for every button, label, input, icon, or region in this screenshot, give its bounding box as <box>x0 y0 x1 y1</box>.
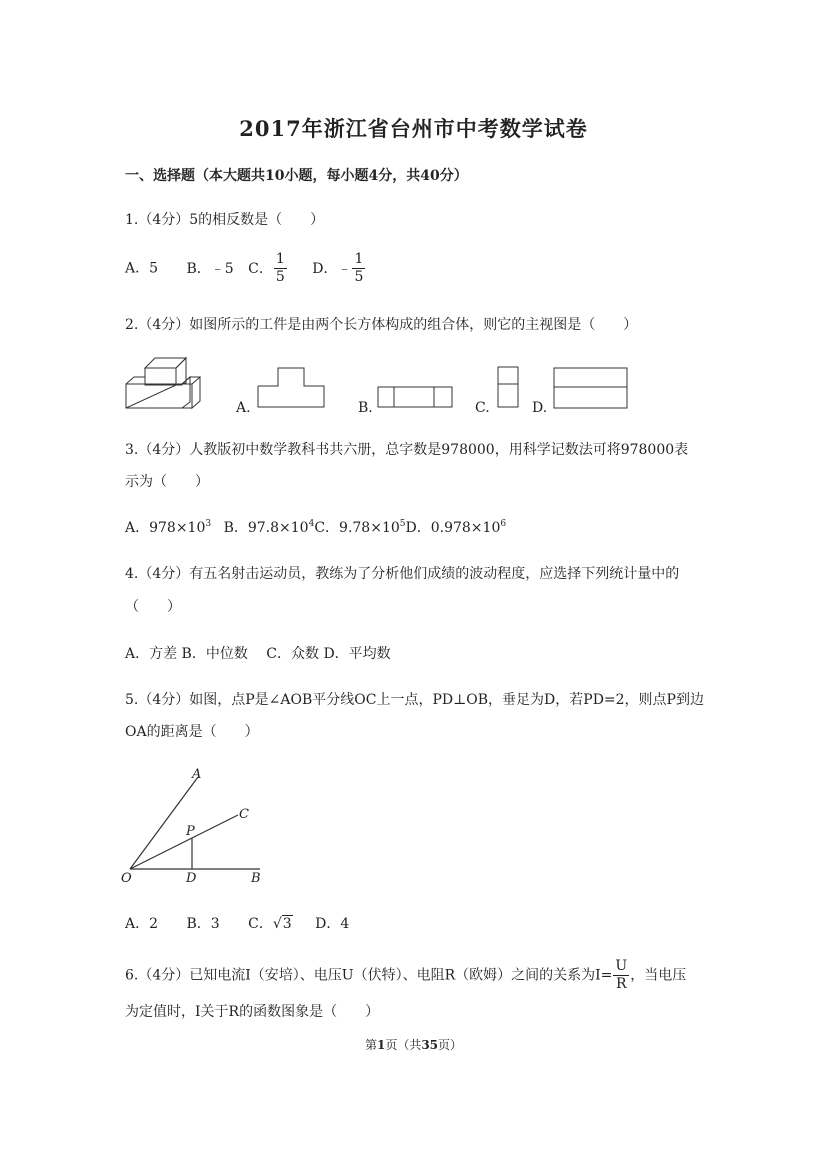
q5-option-b: B．3 <box>186 916 220 932</box>
page-footer: 第1页（共35页） <box>364 1038 463 1052</box>
q3-options <box>125 518 506 538</box>
q5-options <box>125 914 349 934</box>
q6-stem-line2: 为定值时，I关于R的函数图象是（ ） <box>125 1004 380 1020</box>
q3-option-b: B．$97.8\times 10^4$ <box>223 519 315 536</box>
footer-total-pages: 35 <box>421 1038 439 1052</box>
q1-d-fraction: $\frac{1}{5}$ <box>354 251 364 285</box>
q5-option-c: C．√3 <box>248 916 292 932</box>
q1-option-b: B．﹣5 <box>186 260 234 277</box>
label-o: O <box>121 871 132 886</box>
q2-option-d-label: D. <box>532 400 548 416</box>
q1-option-a: A．5 <box>125 260 159 277</box>
q4-options: A．方差 B．中位数 C．众数 D．平均数 <box>125 646 391 662</box>
q1-options <box>125 251 366 286</box>
q3-stem-line2: 示为（ ） <box>125 474 209 490</box>
q2-option-b-label: B. <box>358 400 373 416</box>
q2-option-d-figure <box>552 366 630 412</box>
q2-option-b-figure <box>376 385 456 411</box>
q6-fraction: $\frac{U}{R}$ <box>615 958 628 992</box>
label-a: A <box>192 767 202 782</box>
q5-option-a: A．2 <box>125 916 159 932</box>
label-d: D <box>186 871 197 886</box>
label-c: C <box>239 807 249 822</box>
q3-stem-line1: 3.（4分）人教版初中数学教科书共六册，总字数是978000，用科学记数法可将978000表 <box>125 442 689 458</box>
page-title: 2017年浙江省台州市中考数学试卷 <box>239 116 588 141</box>
q4-stem-line2: （ ） <box>125 599 181 615</box>
q2-option-a-label: A. <box>236 400 251 416</box>
q2-option-c-label: C. <box>475 400 490 416</box>
q1-option-c: C． $\frac{1}{5}$ <box>248 251 285 285</box>
sqrt-icon: √3 <box>272 916 292 932</box>
q2-3d-figure <box>120 350 210 412</box>
q6-stem-line1: 6.（4分）已知电流I（安培）、电压U（伏特）、电阻R（欧姆）之间的关系为I= $\frac{U}{R}$ ，当电压 <box>125 958 687 992</box>
q1-stem: 1.（4分）5的相反数是（ ） <box>125 212 325 228</box>
q3-option-d: D．$0.978\times 10^6$ <box>405 519 507 536</box>
footer-page-number: 1 <box>376 1038 386 1052</box>
q5-option-d: D．4 <box>315 916 350 932</box>
section-heading: 一、选择题（本大题共10小题，每小题4分，共40分） <box>125 168 468 184</box>
q2-option-c-figure <box>496 365 522 411</box>
q2-option-a-figure <box>256 366 328 410</box>
q5-stem-line2: OA的距离是（ ） <box>125 724 259 740</box>
q1-c-fraction: $\frac{1}{5}$ <box>275 251 285 285</box>
label-p: P <box>186 824 195 839</box>
q5-angle-figure <box>118 765 278 887</box>
q4-stem-line1: 4.（4分）有五名射击运动员，教练为了分析他们成绩的波动程度，应选择下列统计量中的 <box>125 566 680 582</box>
q3-option-c: C．$9.78\times 10^5$ <box>314 519 406 536</box>
q5-stem-line1: 5.（4分）如图，点P是∠AOB平分线OC上一点，PD⊥OB，垂足为D，若PD=2，则点P到边 <box>125 692 704 708</box>
label-b: B <box>251 871 261 886</box>
q2-stem: 2.（4分）如图所示的工件是由两个长方体构成的组合体，则它的主视图是（ ） <box>125 317 638 333</box>
q3-option-a: A．$978\times 10^3$ <box>125 519 212 536</box>
ray-oc <box>130 815 238 869</box>
ray-oa <box>130 777 198 869</box>
q1-option-d: D．﹣ $\frac{1}{5}$ <box>312 251 364 285</box>
